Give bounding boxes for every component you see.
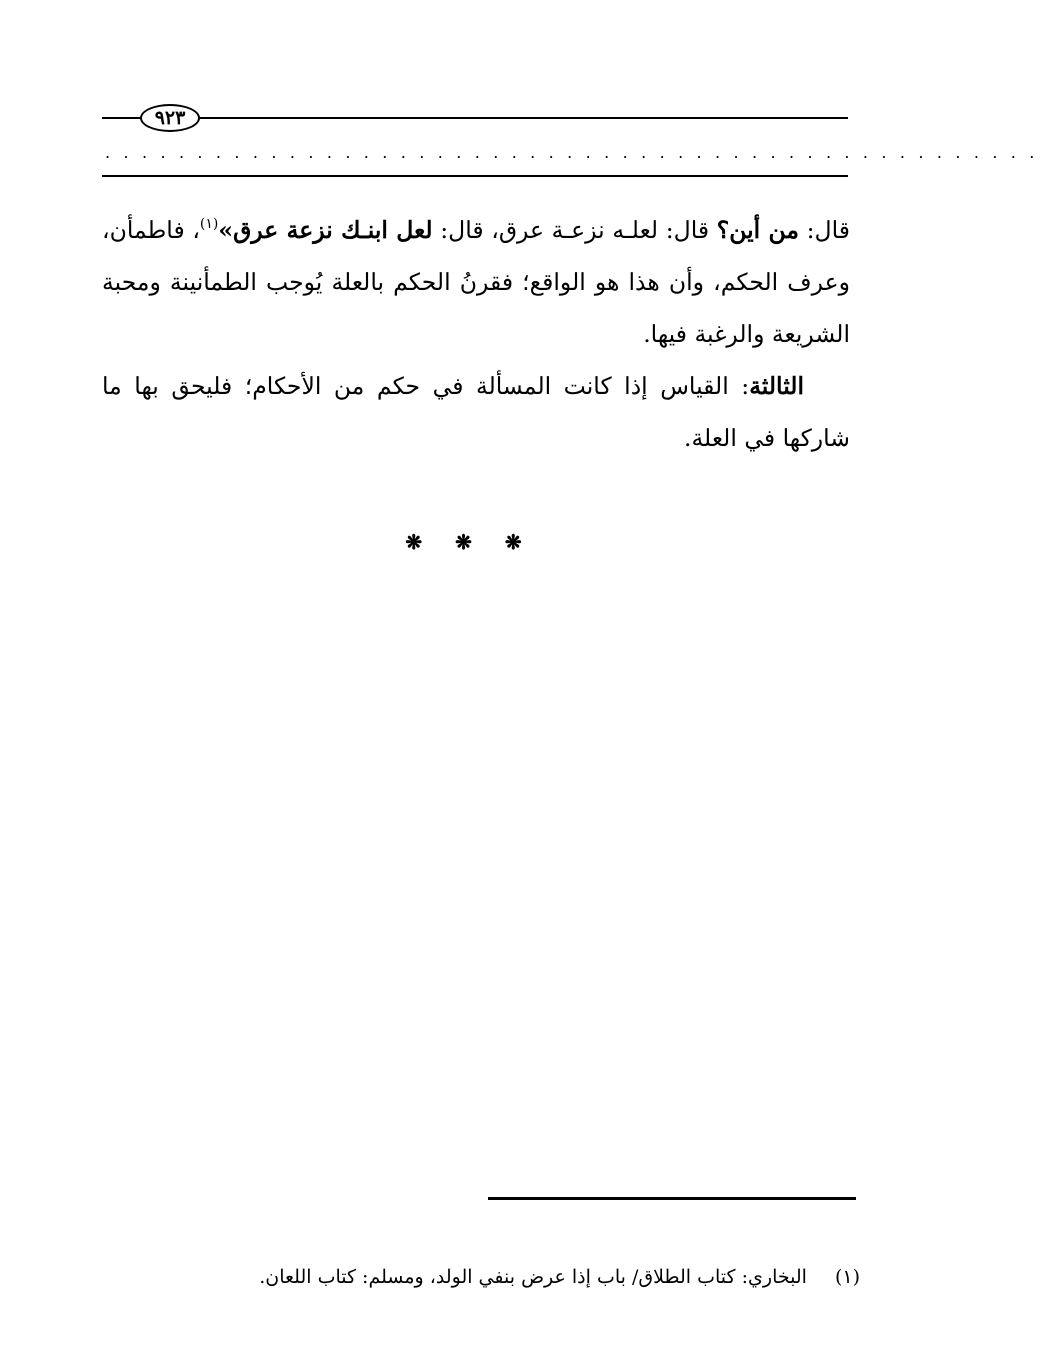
footnote-reference: (١) bbox=[199, 216, 219, 232]
footnote-number: (١) bbox=[834, 1266, 860, 1288]
section-separator: ❋ ❋ ❋ bbox=[405, 530, 522, 554]
p1-hadith-quote: لعل ابنـك نزعة عرق» bbox=[218, 216, 433, 244]
footnote-rule bbox=[488, 1197, 856, 1200]
paragraph-1 bbox=[102, 204, 850, 360]
header-bottom-rule bbox=[102, 175, 848, 177]
footnote-text: البخاري: كتاب الطلاق/ باب إذا عرض بنفي الولد، ومسلم: كتاب اللعان. bbox=[259, 1266, 807, 1288]
page-number bbox=[140, 104, 200, 132]
footnote bbox=[200, 1263, 860, 1291]
paragraph-2 bbox=[102, 360, 850, 464]
p1-segment-e: ، فاطمأن، وعرف الحكم، وأن هذا هو الواقع؛ فقرنُ الحكم بالعلة يُوجب الطمأنينة ومحبة الشريعة والرغبة فيها. bbox=[102, 216, 850, 348]
header-dotted-line: ................................................... bbox=[105, 143, 1048, 162]
page-header bbox=[0, 0, 1048, 190]
page-number-text: ٩٢٣ bbox=[154, 106, 186, 129]
p1-segment-a: قال: bbox=[798, 216, 850, 244]
main-text bbox=[102, 204, 850, 464]
p2-label: الثالثة bbox=[749, 372, 804, 400]
p1-segment-c: قال: لعلـه نزعـة عرق، قال: bbox=[432, 216, 717, 244]
p2-text: : القياس إذا كانت المسألة في حكم من الأحكام؛ فليحق بها ما شاركها في العلة. bbox=[102, 372, 850, 452]
p1-segment-b: من أين؟ bbox=[716, 216, 799, 244]
header-top-rule bbox=[102, 117, 848, 119]
